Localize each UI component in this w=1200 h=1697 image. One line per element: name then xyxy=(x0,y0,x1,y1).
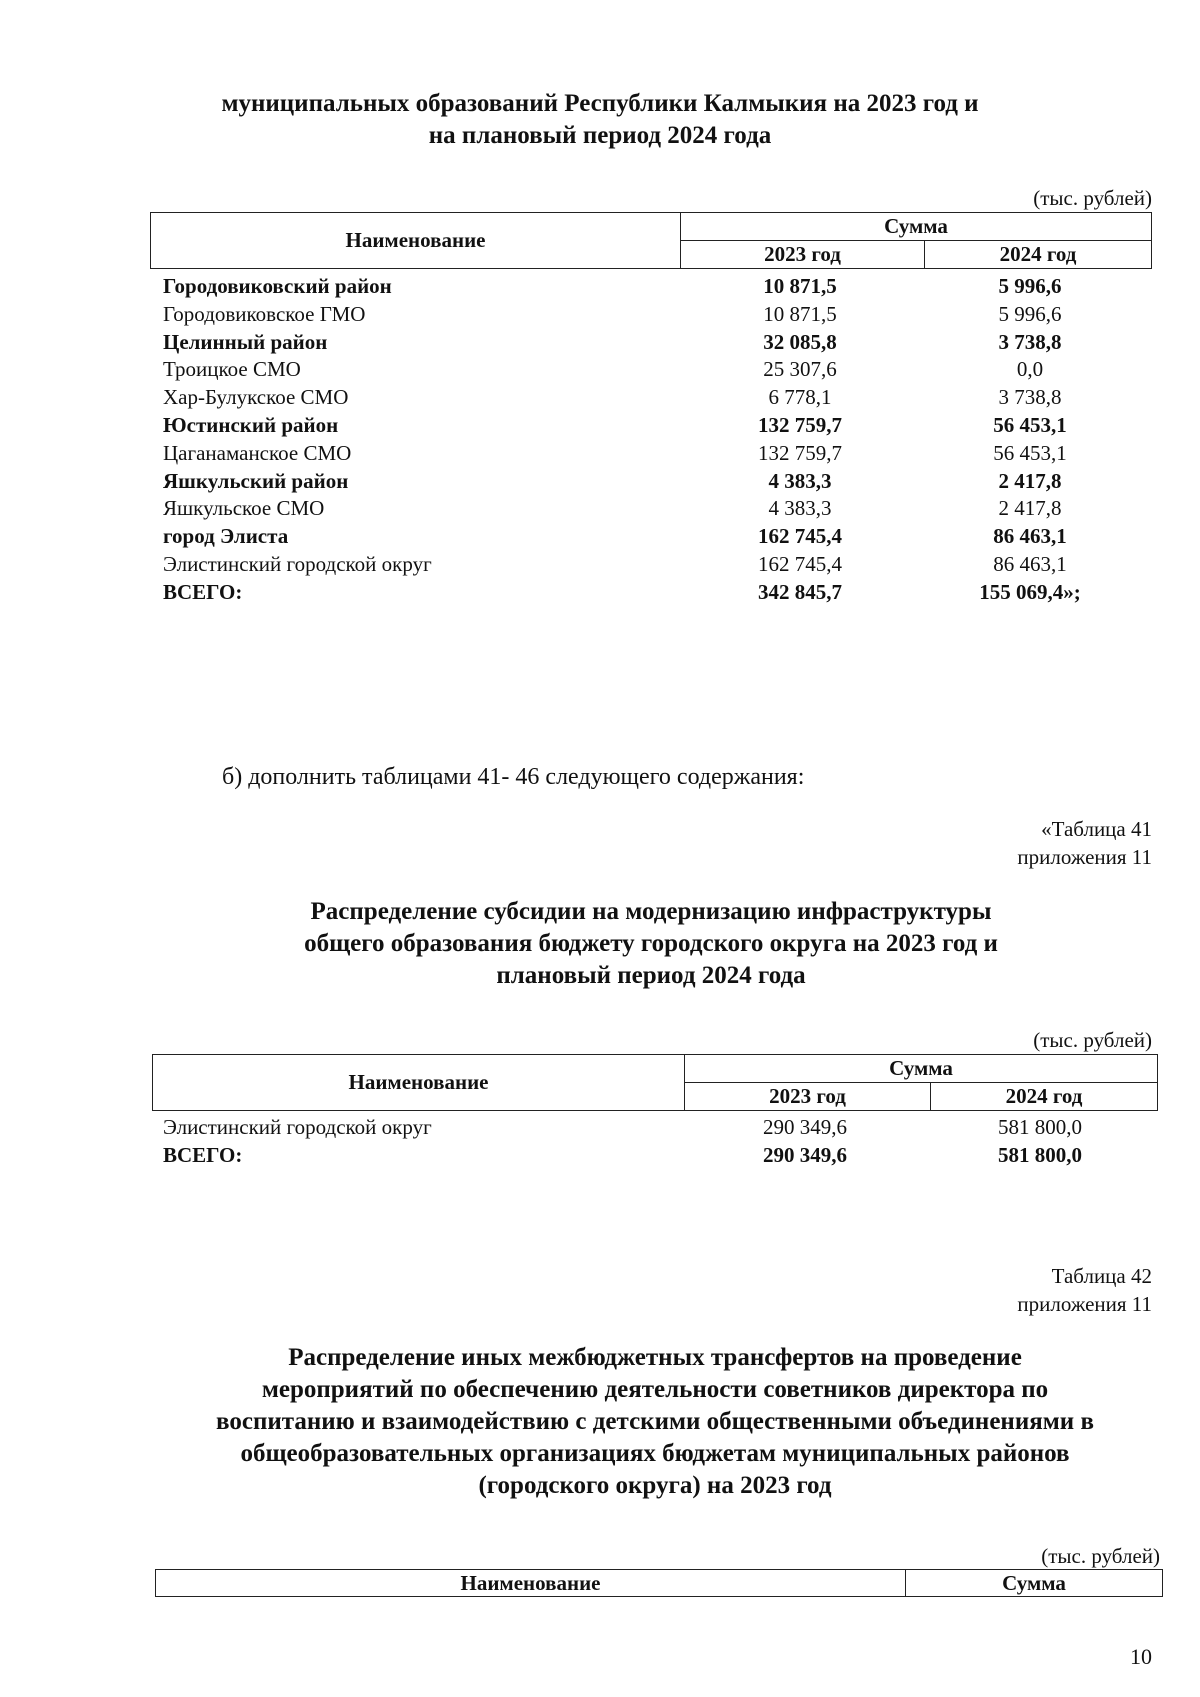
table-row xyxy=(0,495,1200,522)
row-value-2023: 162 745,4 xyxy=(758,552,842,576)
row-name: ВСЕГО: xyxy=(163,579,243,604)
row-value-2024: 2 417,8 xyxy=(998,468,1062,493)
row-name: Яшкульское СМО xyxy=(163,496,325,521)
row-value-2023: 4 383,3 xyxy=(768,468,832,493)
table-row xyxy=(0,1114,1200,1141)
table41-header xyxy=(152,1054,1158,1111)
title-line: Распределение иных межбюджетных трансфертов на проведение xyxy=(288,1344,1022,1371)
row-value-2023: 4 383,3 xyxy=(768,496,832,521)
table42-header-sum: Сумма xyxy=(1002,1570,1066,1595)
row-value-2024: 86 463,1 xyxy=(993,524,1067,549)
row-value-2024: 2 417,8 xyxy=(998,496,1062,521)
title-line: общеобразовательных организациях бюджетам муниципальных районов xyxy=(240,1440,1070,1467)
table1-header-name: Наименование xyxy=(151,213,681,268)
row-value-2023: 132 759,7 xyxy=(758,440,842,465)
title-line: Распределение субсидии на модернизацию инфраструктуры xyxy=(310,898,992,925)
row-value-2024: 0,0 xyxy=(1016,357,1044,382)
table-row xyxy=(0,1142,1200,1169)
row-value-2024: 5 996,6 xyxy=(998,301,1062,326)
table-row xyxy=(0,356,1200,383)
top-title-line: муниципальных образований Республики Калмыкия на 2023 год и xyxy=(221,90,979,117)
row-value-2024: 56 453,1 xyxy=(993,440,1067,465)
row-value-2023: 290 349,6 xyxy=(763,1115,847,1139)
row-name: Городовиковский район xyxy=(163,274,392,298)
caption-line: приложения 11 xyxy=(1017,1292,1152,1316)
top-title xyxy=(150,88,1050,152)
table1-header-2023: 2023 год xyxy=(681,240,925,268)
table-row xyxy=(0,468,1200,495)
table41-header-sum: Сумма xyxy=(889,1056,953,1080)
table1-header xyxy=(150,212,1152,269)
table-row xyxy=(0,412,1200,439)
title-line: плановый период 2024 года xyxy=(496,962,806,989)
table41-header-2024: 2024 год xyxy=(931,1082,1157,1110)
table41-title xyxy=(150,896,1152,992)
row-value-2023: 162 745,4 xyxy=(758,524,842,549)
row-value-2024: 3 738,8 xyxy=(998,385,1062,410)
paragraph-b: б) дополнить таблицами 41- 46 следующего содержания: xyxy=(222,764,805,790)
row-value-2023: 6 778,1 xyxy=(768,385,832,410)
title-line: общего образования бюджету городского округа на 2023 год и xyxy=(304,930,998,957)
table1-header-2024: 2024 год xyxy=(925,240,1151,268)
row-value-2023: 342 845,7 xyxy=(758,579,842,604)
table-row xyxy=(0,329,1200,356)
table41-caption xyxy=(800,815,1152,871)
caption-line: Таблица 42 xyxy=(1051,1264,1152,1288)
row-value-2023: 290 349,6 xyxy=(763,1142,847,1167)
page-number: 10 xyxy=(1130,1644,1152,1669)
row-name: Элистинский городской округ xyxy=(163,552,432,576)
table42-header xyxy=(155,1569,1163,1597)
row-name: Троицкое СМО xyxy=(163,357,301,382)
row-value-2024: 86 463,1 xyxy=(993,552,1067,576)
row-value-2024: 581 800,0 xyxy=(998,1115,1082,1139)
row-name: Элистинский городской округ xyxy=(163,1115,432,1139)
row-name: Городовиковское ГМО xyxy=(163,301,366,326)
table41-header-2023: 2023 год xyxy=(685,1082,931,1110)
row-value-2023: 25 307,6 xyxy=(763,357,837,382)
table-row xyxy=(0,579,1200,606)
row-value-2024: 3 738,8 xyxy=(998,329,1062,354)
table-row xyxy=(0,273,1200,300)
row-value-2024: 56 453,1 xyxy=(993,413,1067,437)
table42-header-name: Наименование xyxy=(156,1570,906,1596)
row-name: город Элиста xyxy=(163,524,289,549)
row-value-2023: 32 085,8 xyxy=(763,329,837,354)
row-name: Хар-Булукское СМО xyxy=(163,385,349,410)
row-value-2023: 10 871,5 xyxy=(763,301,837,326)
table-row xyxy=(0,384,1200,411)
row-name: Цаганаманское СМО xyxy=(163,440,352,465)
row-name: Яшкульский район xyxy=(163,468,349,493)
table-row xyxy=(0,301,1200,328)
table1-header-sum: Сумма xyxy=(884,214,948,238)
title-line: мероприятий по обеспечению деятельности советников директора по xyxy=(261,1376,1049,1403)
table1-unit: (тыс. рублей) xyxy=(1033,186,1152,210)
table42-title xyxy=(145,1342,1165,1502)
row-value-2024: 581 800,0 xyxy=(998,1142,1082,1167)
row-name: Целинный район xyxy=(163,329,328,354)
table42-caption xyxy=(800,1262,1152,1318)
table42-unit: (тыс. рублей) xyxy=(1041,1544,1160,1568)
table-row xyxy=(0,440,1200,467)
title-line: воспитанию и взаимодействию с детскими общественными объединениями в xyxy=(216,1408,1094,1435)
caption-line: «Таблица 41 xyxy=(1041,817,1152,841)
table41-unit: (тыс. рублей) xyxy=(1033,1028,1152,1052)
caption-line: приложения 11 xyxy=(1017,845,1152,869)
row-value-2024: 5 996,6 xyxy=(998,274,1062,298)
title-line: (городского округа) на 2023 год xyxy=(478,1472,832,1499)
table-row xyxy=(0,551,1200,578)
table-row xyxy=(0,523,1200,550)
row-value-2023: 132 759,7 xyxy=(758,413,842,437)
row-name: ВСЕГО: xyxy=(163,1142,243,1167)
top-title-line: на плановый период 2024 года xyxy=(428,122,772,149)
row-value-2023: 10 871,5 xyxy=(763,274,837,298)
row-value-2024: 155 069,4»; xyxy=(979,579,1081,604)
table41-header-name: Наименование xyxy=(153,1055,685,1110)
row-name: Юстинский район xyxy=(163,413,339,437)
